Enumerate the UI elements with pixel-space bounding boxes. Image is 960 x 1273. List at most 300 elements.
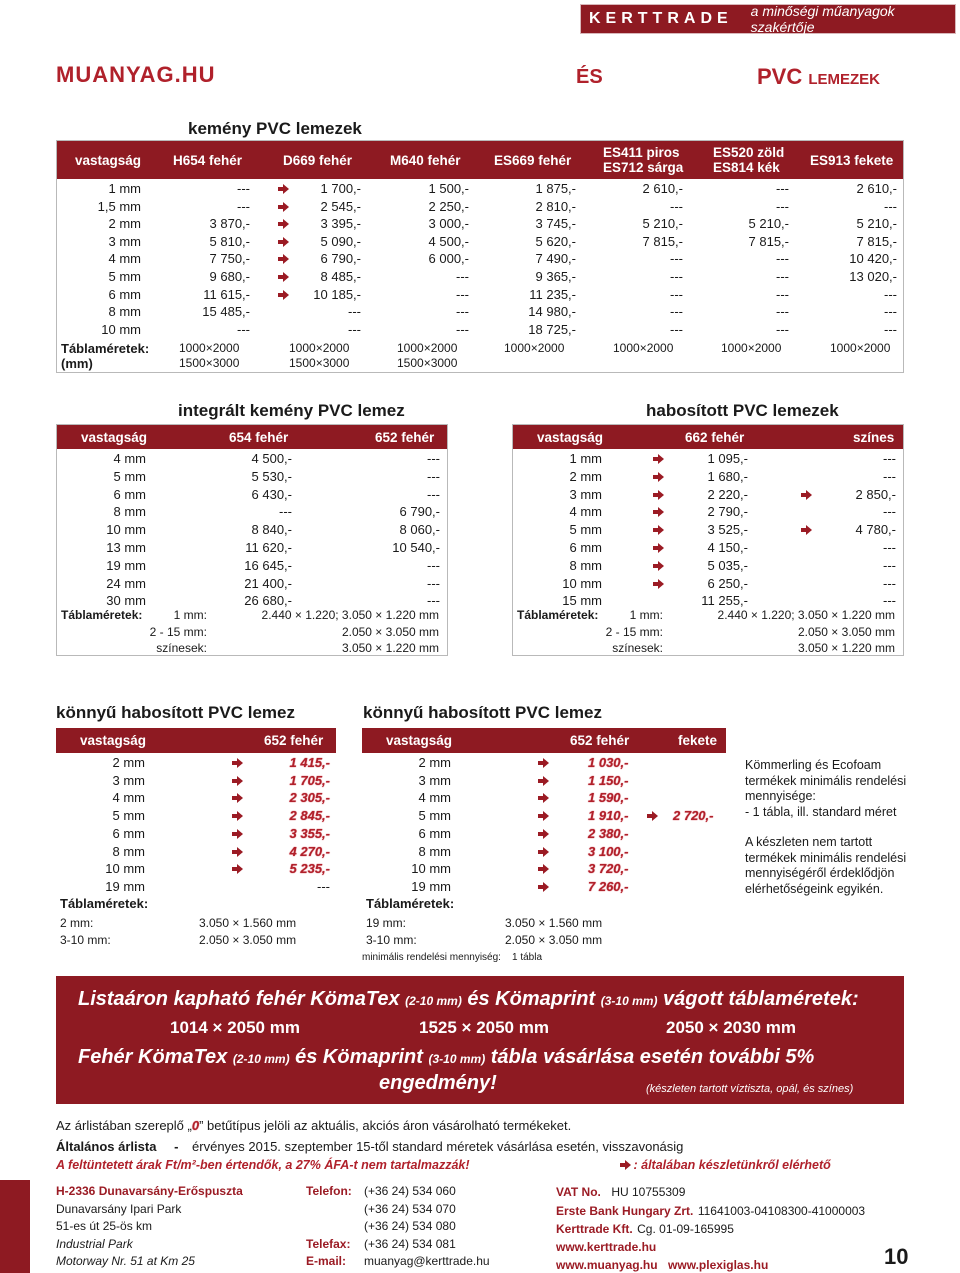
table-row (513, 504, 903, 522)
arrow-right-icon (278, 254, 288, 264)
price-cell: 7 750,- (209, 251, 250, 267)
price-cell: 4 150,- (707, 540, 748, 555)
col-header: 652 fehér (264, 733, 324, 748)
price-cell: --- (883, 504, 896, 520)
thickness-cell: 19 mm (411, 878, 451, 894)
vat-number: HU 10755309 (611, 1185, 686, 1199)
promo-text: (2-10 mm) (405, 994, 462, 1008)
thickness-cell: 24 mm (106, 575, 146, 591)
note-stock (620, 1158, 831, 1172)
light-foamed-table-1 (56, 728, 336, 953)
thickness-cell: 2 mm (418, 755, 451, 770)
note-validity (56, 1139, 683, 1154)
price-cell: 15 485,- (202, 304, 250, 320)
price-cell: 2 845,- (289, 808, 330, 824)
price-cell: 10 420,- (849, 251, 897, 267)
table-row (56, 755, 336, 773)
promo-text: (3-10 mm) (428, 1052, 486, 1066)
price-cell: 21 400,- (244, 575, 292, 591)
price-cell: --- (670, 251, 683, 267)
table-row (362, 879, 726, 897)
section-title-light-foamed-1: könnyű habosított PVC lemez (56, 703, 295, 722)
table-row (57, 469, 447, 487)
price-cell: --- (883, 540, 896, 555)
price-cell: 1 700,- (320, 181, 361, 196)
table-row (513, 540, 903, 558)
price-cell: --- (884, 198, 897, 214)
note-text: - (174, 1139, 179, 1154)
price-cell: 11 620,- (245, 540, 292, 555)
price-cell: --- (884, 286, 897, 302)
price-cell: --- (456, 286, 469, 302)
sizes-range: színesek: (156, 641, 207, 655)
col-header: ES913 fekete (810, 153, 894, 168)
price-cell: 3 720,- (588, 861, 629, 877)
price-cell: 8 840,- (251, 522, 292, 538)
price-cell: --- (670, 321, 683, 337)
table-row (513, 522, 903, 540)
price-cell: 2 610,- (642, 181, 683, 196)
arrow-right-icon (653, 579, 663, 589)
footer-contact (364, 1183, 490, 1271)
col-header: fekete (678, 733, 718, 748)
price-cell: 5 620,- (535, 233, 576, 249)
price-cell: --- (776, 198, 789, 214)
col-header: ES814 kék (713, 160, 780, 175)
price-cell: 11 235,- (529, 286, 576, 302)
thickness-cell: 5 mm (418, 808, 451, 824)
col-header: 652 fehér (570, 733, 630, 748)
col-header: vastagság (81, 430, 148, 445)
brand-tagline: a minőségi műanyagok szakértője (750, 3, 895, 35)
side-note-line: termékek minimális rendelési (745, 850, 907, 865)
sizes-range: 2 - 15 mm: (149, 624, 207, 639)
table-row (56, 773, 336, 791)
price-cell: 7 815,- (748, 233, 789, 249)
price-cell: 1 415,- (289, 755, 330, 770)
sizes-label: Táblaméretek: (60, 896, 149, 911)
thickness-cell: 5 mm (113, 468, 146, 484)
arrow-right-icon (232, 776, 242, 786)
light-foamed-table-2 (362, 728, 726, 968)
table-row (56, 826, 336, 844)
sizes-range: 2 - 15 mm: (605, 624, 663, 639)
table-row (57, 181, 903, 199)
price-cell: 8 060,- (399, 522, 440, 538)
price-cell: 1 150,- (588, 772, 629, 788)
table-row (513, 487, 903, 505)
thickness-cell: 6 mm (108, 286, 141, 302)
thickness-cell: 30 mm (106, 593, 146, 609)
address-line: H-2336 Dunavarsány-Erőspuszta (56, 1184, 243, 1198)
price-cell: --- (237, 198, 250, 214)
price-cell: --- (317, 878, 330, 894)
arrow-right-icon (653, 454, 663, 464)
price-cell: 2 220,- (707, 486, 748, 502)
sizes-range: 19 mm: (366, 916, 407, 930)
thickness-cell: 8 mm (112, 843, 145, 859)
table-row (57, 576, 447, 594)
price-cell: --- (427, 468, 440, 484)
arrow-right-icon (538, 793, 548, 803)
table-row (56, 808, 336, 826)
website-link[interactable]: www.muanyag.hu (556, 1258, 658, 1272)
price-cell: 6 430,- (251, 486, 292, 502)
thickness-cell: 15 mm (562, 593, 602, 609)
col-header: színes (853, 430, 895, 445)
thickness-cell: 5 mm (569, 522, 602, 538)
sizes-value: 3.050 × 1.220 mm (797, 641, 895, 655)
integrated-pvc-table (56, 424, 448, 656)
sizes-label: Táblaméretek: (517, 608, 599, 622)
promo-line-4: engedmény! (379, 1072, 497, 1094)
company-reg: Cg. 01-09-165995 (637, 1222, 734, 1236)
sizes-range: 1 mm: (173, 608, 207, 622)
price-cell: 5 235,- (289, 861, 330, 877)
min-order-value: 1 tábla (512, 952, 543, 963)
table-row (513, 558, 903, 576)
table-row (57, 322, 903, 340)
email-label: E-mail: (306, 1254, 347, 1268)
fax-label: Telefax: (306, 1236, 351, 1251)
price-cell: 13 020,- (849, 269, 897, 284)
note-vat: A feltüntetett árak Ft/m²-ben értendők, a 27% ÁFA-t nem tartalmazzák! (56, 1158, 470, 1172)
company-label: Kerttrade Kft. (556, 1222, 633, 1236)
size-cell: 1000×2000 (830, 341, 891, 355)
price-cell: --- (776, 269, 789, 284)
arrow-right-icon (538, 811, 548, 821)
min-order-row (362, 952, 726, 970)
thickness-cell: 8 mm (108, 304, 141, 320)
arrow-right-icon (278, 272, 288, 282)
note-text: Általános árlista (56, 1139, 157, 1154)
sizes-row (362, 896, 726, 914)
promo-text: és Kömaprint (295, 1046, 423, 1068)
promo-line-1 (78, 988, 859, 1011)
arrow-right-icon (232, 811, 242, 821)
arrow-right-icon (647, 811, 657, 821)
table-row (57, 522, 447, 540)
col-header: 662 fehér (685, 430, 745, 445)
phone-number[interactable]: (+36 24) 534 070 (364, 1201, 456, 1216)
table-row (57, 216, 903, 234)
arrow-right-icon (620, 1160, 630, 1170)
size-cell: 1500×3000 (289, 356, 350, 370)
thickness-cell: 2 mm (569, 468, 602, 484)
table-header (57, 425, 447, 449)
website-link[interactable]: www.plexiglas.hu (668, 1258, 769, 1272)
brand-banner (580, 4, 956, 34)
sizes-unit: (mm) (61, 356, 93, 371)
page-title-mid: ÉS (576, 66, 603, 88)
side-note-line: - 1 tábla, ill. standard méret (745, 804, 897, 819)
sizes-range: 1 mm: (629, 608, 663, 622)
price-cell: 3 100,- (588, 843, 629, 859)
size-cell: 1000×2000 (289, 341, 350, 355)
price-cell: --- (883, 593, 896, 609)
arrow-right-icon (232, 847, 242, 857)
sizes-range: 3-10 mm: (60, 932, 111, 947)
sizes-value: 2.440 × 1.220; 3.050 × 1.220 mm (261, 608, 439, 622)
thickness-cell: 19 mm (106, 557, 146, 573)
section-title-hard-pvc: kemény PVC lemezek (188, 119, 362, 138)
price-cell: 5 530,- (251, 468, 292, 484)
price-cell: --- (883, 557, 896, 573)
arrow-right-icon (653, 472, 663, 482)
phone-number[interactable]: (+36 24) 534 060 (364, 1184, 456, 1198)
address-line: 51-es út 25-ös km (56, 1219, 153, 1233)
price-cell: 5 210,- (642, 216, 683, 232)
price-cell: 4 780,- (855, 522, 896, 538)
col-header: vastagság (75, 153, 142, 168)
price-cell: 5 210,- (856, 216, 897, 232)
table-row (57, 451, 447, 469)
thickness-cell: 1 mm (569, 451, 602, 466)
table-row (362, 826, 726, 844)
fax-number: (+36 24) 534 081 (364, 1236, 456, 1251)
thickness-cell: 3 mm (108, 233, 141, 249)
price-cell: --- (348, 321, 361, 337)
sizes-value: 2.440 × 1.220; 3.050 × 1.220 mm (717, 608, 895, 622)
thickness-cell: 1 mm (108, 181, 141, 196)
price-cell: 1 680,- (707, 468, 748, 484)
price-cell: 9 365,- (535, 269, 576, 284)
price-cell: 6 000,- (428, 251, 469, 267)
thickness-cell: 10 mm (562, 575, 602, 591)
note-sale-font (56, 1118, 571, 1133)
thickness-cell: 8 mm (569, 557, 602, 573)
arrow-right-icon (653, 561, 663, 571)
footer-contact-labels (306, 1183, 352, 1271)
price-cell: 2 545,- (320, 198, 361, 214)
sizes-value: 2.050 × 3.050 mm (505, 932, 603, 947)
thickness-cell: 8 mm (113, 504, 146, 520)
page-title-right: PVC lemezek (757, 64, 881, 89)
price-cell: --- (237, 321, 250, 337)
price-cell: 10 185,- (313, 286, 361, 302)
price-cell: 1 875,- (535, 181, 576, 196)
price-cell: 4 270,- (289, 843, 330, 859)
footer-company (556, 1183, 865, 1273)
size-cell: 1000×2000 (504, 341, 565, 355)
price-cell: 3 355,- (289, 825, 330, 841)
table-row (57, 304, 903, 322)
price-cell: 1 590,- (588, 790, 629, 806)
page-title-left: MUANYAG.HU (56, 62, 216, 87)
thickness-cell: 10 mm (106, 522, 146, 538)
note-text: : általában készletünkről elérhető (633, 1158, 831, 1172)
side-note-line: elérhetőségeink egyikén. (745, 881, 884, 896)
price-cell: 11 255,- (701, 593, 748, 609)
sizes-value: 3.050 × 1.560 mm (199, 916, 297, 930)
arrow-right-icon (232, 793, 242, 803)
table-row (56, 790, 336, 808)
sizes-value: 2.050 × 3.050 mm (341, 624, 439, 639)
price-cell: 7 815,- (856, 233, 897, 249)
price-cell: 5 035,- (707, 557, 748, 573)
col-header: M640 fehér (390, 153, 461, 168)
table-row (362, 844, 726, 862)
sizes-range: 2 mm: (60, 916, 94, 930)
address-line: Motorway Nr. 51 at Km 25 (56, 1254, 195, 1268)
price-cell: 1 500,- (428, 181, 469, 196)
price-cell: 4 500,- (251, 451, 292, 466)
sizes-row (56, 896, 336, 914)
promo-size: 1014 × 2050 mm (170, 1018, 300, 1037)
price-cell: 2 250,- (428, 198, 469, 214)
size-cell: 1000×2000 (397, 341, 458, 355)
sizes-value: 2.050 × 3.050 mm (199, 932, 297, 947)
thickness-cell: 10 mm (105, 861, 145, 877)
arrow-right-icon (232, 864, 242, 874)
address-line: Industrial Park (56, 1236, 133, 1251)
price-cell: --- (883, 468, 896, 484)
promo-text: Listaáron kapható fehér KömaTex (78, 988, 400, 1010)
arrow-right-icon (278, 237, 288, 247)
price-cell: 2 850,- (855, 486, 896, 502)
price-cell: 18 725,- (528, 321, 576, 337)
thickness-cell: 6 mm (112, 825, 145, 841)
arrow-right-icon (278, 290, 288, 300)
price-cell: --- (883, 575, 896, 591)
thickness-cell: 6 mm (418, 825, 451, 841)
thickness-cell: 3 mm (112, 772, 145, 788)
table-row (57, 487, 447, 505)
arrow-right-icon (653, 507, 663, 517)
hard-pvc-table (56, 140, 904, 373)
price-cell: 2 720,- (673, 808, 714, 824)
arrow-right-icon (801, 525, 811, 535)
promo-text: (2-10 mm) (232, 1052, 290, 1066)
thickness-cell: 10 mm (101, 321, 141, 337)
price-cell: 6 790,- (320, 251, 361, 267)
price-cell: --- (348, 304, 361, 320)
price-cell: 3 000,- (428, 216, 469, 232)
promo-text: és Kömaprint (467, 988, 596, 1010)
table-row (57, 287, 903, 305)
side-note-line: mennyiségéről érdeklődjön (745, 866, 895, 880)
sizes-value: 3.050 × 1.220 mm (341, 641, 439, 655)
col-header: ES411 piros (603, 145, 680, 160)
col-header: D669 fehér (283, 153, 353, 168)
phone-number[interactable]: (+36 24) 534 080 (364, 1219, 456, 1233)
col-header: H654 fehér (173, 153, 243, 168)
email-link[interactable]: muanyag@kerttrade.hu (364, 1254, 490, 1268)
price-cell: 4 500,- (428, 233, 469, 249)
promo-text: Fehér KömaTex (78, 1046, 228, 1068)
price-cell: 7 490,- (535, 251, 576, 267)
promo-text: (3-10 mm) (600, 994, 658, 1008)
price-cell: 6 250,- (707, 575, 748, 591)
sizes-label: Táblaméretek: (61, 608, 143, 622)
min-order-label: minimális rendelési mennyiség: (362, 952, 501, 963)
table-row (362, 861, 726, 879)
arrow-right-icon (232, 758, 242, 768)
table-row (57, 251, 903, 269)
thickness-cell: 2 mm (108, 216, 141, 232)
price-cell: --- (670, 269, 683, 284)
website-link[interactable]: www.kerttrade.hu (556, 1239, 657, 1254)
price-cell: 1 910,- (588, 808, 629, 824)
note-text: érvényes 2015. szeptember 15-től standard méretek vásárlása esetén, visszavonásig (192, 1139, 684, 1154)
price-cell: --- (884, 321, 897, 337)
arrow-right-icon (653, 525, 663, 535)
price-cell: 3 745,- (535, 216, 576, 232)
promo-text: tábla vásárlása esetén további 5% (490, 1046, 815, 1068)
table-row (362, 755, 726, 773)
side-accent-bar (0, 1180, 30, 1273)
thickness-cell: 6 mm (569, 540, 602, 555)
price-cell: 5 210,- (748, 216, 789, 232)
sale-font-sample: 0 (191, 1118, 200, 1133)
price-cell: --- (427, 575, 440, 591)
thickness-cell: 5 mm (112, 808, 145, 824)
thickness-cell: 5 mm (108, 269, 141, 284)
arrow-right-icon (538, 829, 548, 839)
price-cell: --- (456, 269, 469, 284)
table-row (57, 558, 447, 576)
size-cell: 1000×2000 (613, 341, 674, 355)
price-cell: 8 485,- (320, 269, 361, 284)
arrow-right-icon (232, 829, 242, 839)
arrow-right-icon (538, 882, 548, 892)
arrow-right-icon (653, 490, 663, 500)
thickness-cell: 10 mm (411, 861, 451, 877)
table-row (56, 861, 336, 879)
col-header: vastagság (386, 733, 453, 748)
side-note-line: mennyisége: (745, 789, 816, 803)
sizes-label: Táblaméretek: (366, 896, 455, 911)
note-text: Az árlistában szereplő „ (56, 1118, 192, 1133)
foamed-pvc-table (512, 424, 904, 656)
thickness-cell: 4 mm (569, 504, 602, 520)
table-row (56, 879, 336, 897)
promo-size: 1525 × 2050 mm (419, 1018, 549, 1037)
price-cell: 11 615,- (203, 286, 250, 302)
price-cell: 3 395,- (320, 216, 361, 232)
table-row (362, 790, 726, 808)
arrow-right-icon (278, 219, 288, 229)
price-cell: --- (427, 451, 440, 466)
price-cell: 14 980,- (528, 304, 576, 320)
side-note-line: A készleten nem tartott (745, 835, 873, 849)
promo-size: 2050 × 2030 mm (666, 1018, 796, 1037)
price-cell: --- (237, 181, 250, 196)
price-cell: --- (427, 557, 440, 573)
side-note (745, 758, 925, 897)
price-cell: 1 030,- (588, 755, 629, 770)
size-cell: 1500×3000 (179, 356, 240, 370)
table-row (57, 504, 447, 522)
thickness-cell: 1,5 mm (97, 198, 141, 214)
sizes-value: 3.050 × 1.560 mm (505, 916, 603, 930)
thickness-cell: 13 mm (106, 540, 146, 555)
size-cell: 1500×3000 (397, 356, 458, 370)
sizes-range: 3-10 mm: (366, 932, 417, 947)
price-cell: --- (883, 451, 896, 466)
price-cell: --- (776, 286, 789, 302)
table-row (362, 773, 726, 791)
price-cell: 2 610,- (856, 181, 897, 196)
phone-label: Telefon: (306, 1184, 352, 1198)
price-cell: 26 680,- (244, 593, 292, 609)
price-cell: 9 680,- (209, 269, 250, 284)
table-row (513, 451, 903, 469)
table-header (57, 141, 903, 179)
price-cell: 7 815,- (642, 233, 683, 249)
thickness-cell: 3 mm (418, 772, 451, 788)
table-row (57, 199, 903, 217)
